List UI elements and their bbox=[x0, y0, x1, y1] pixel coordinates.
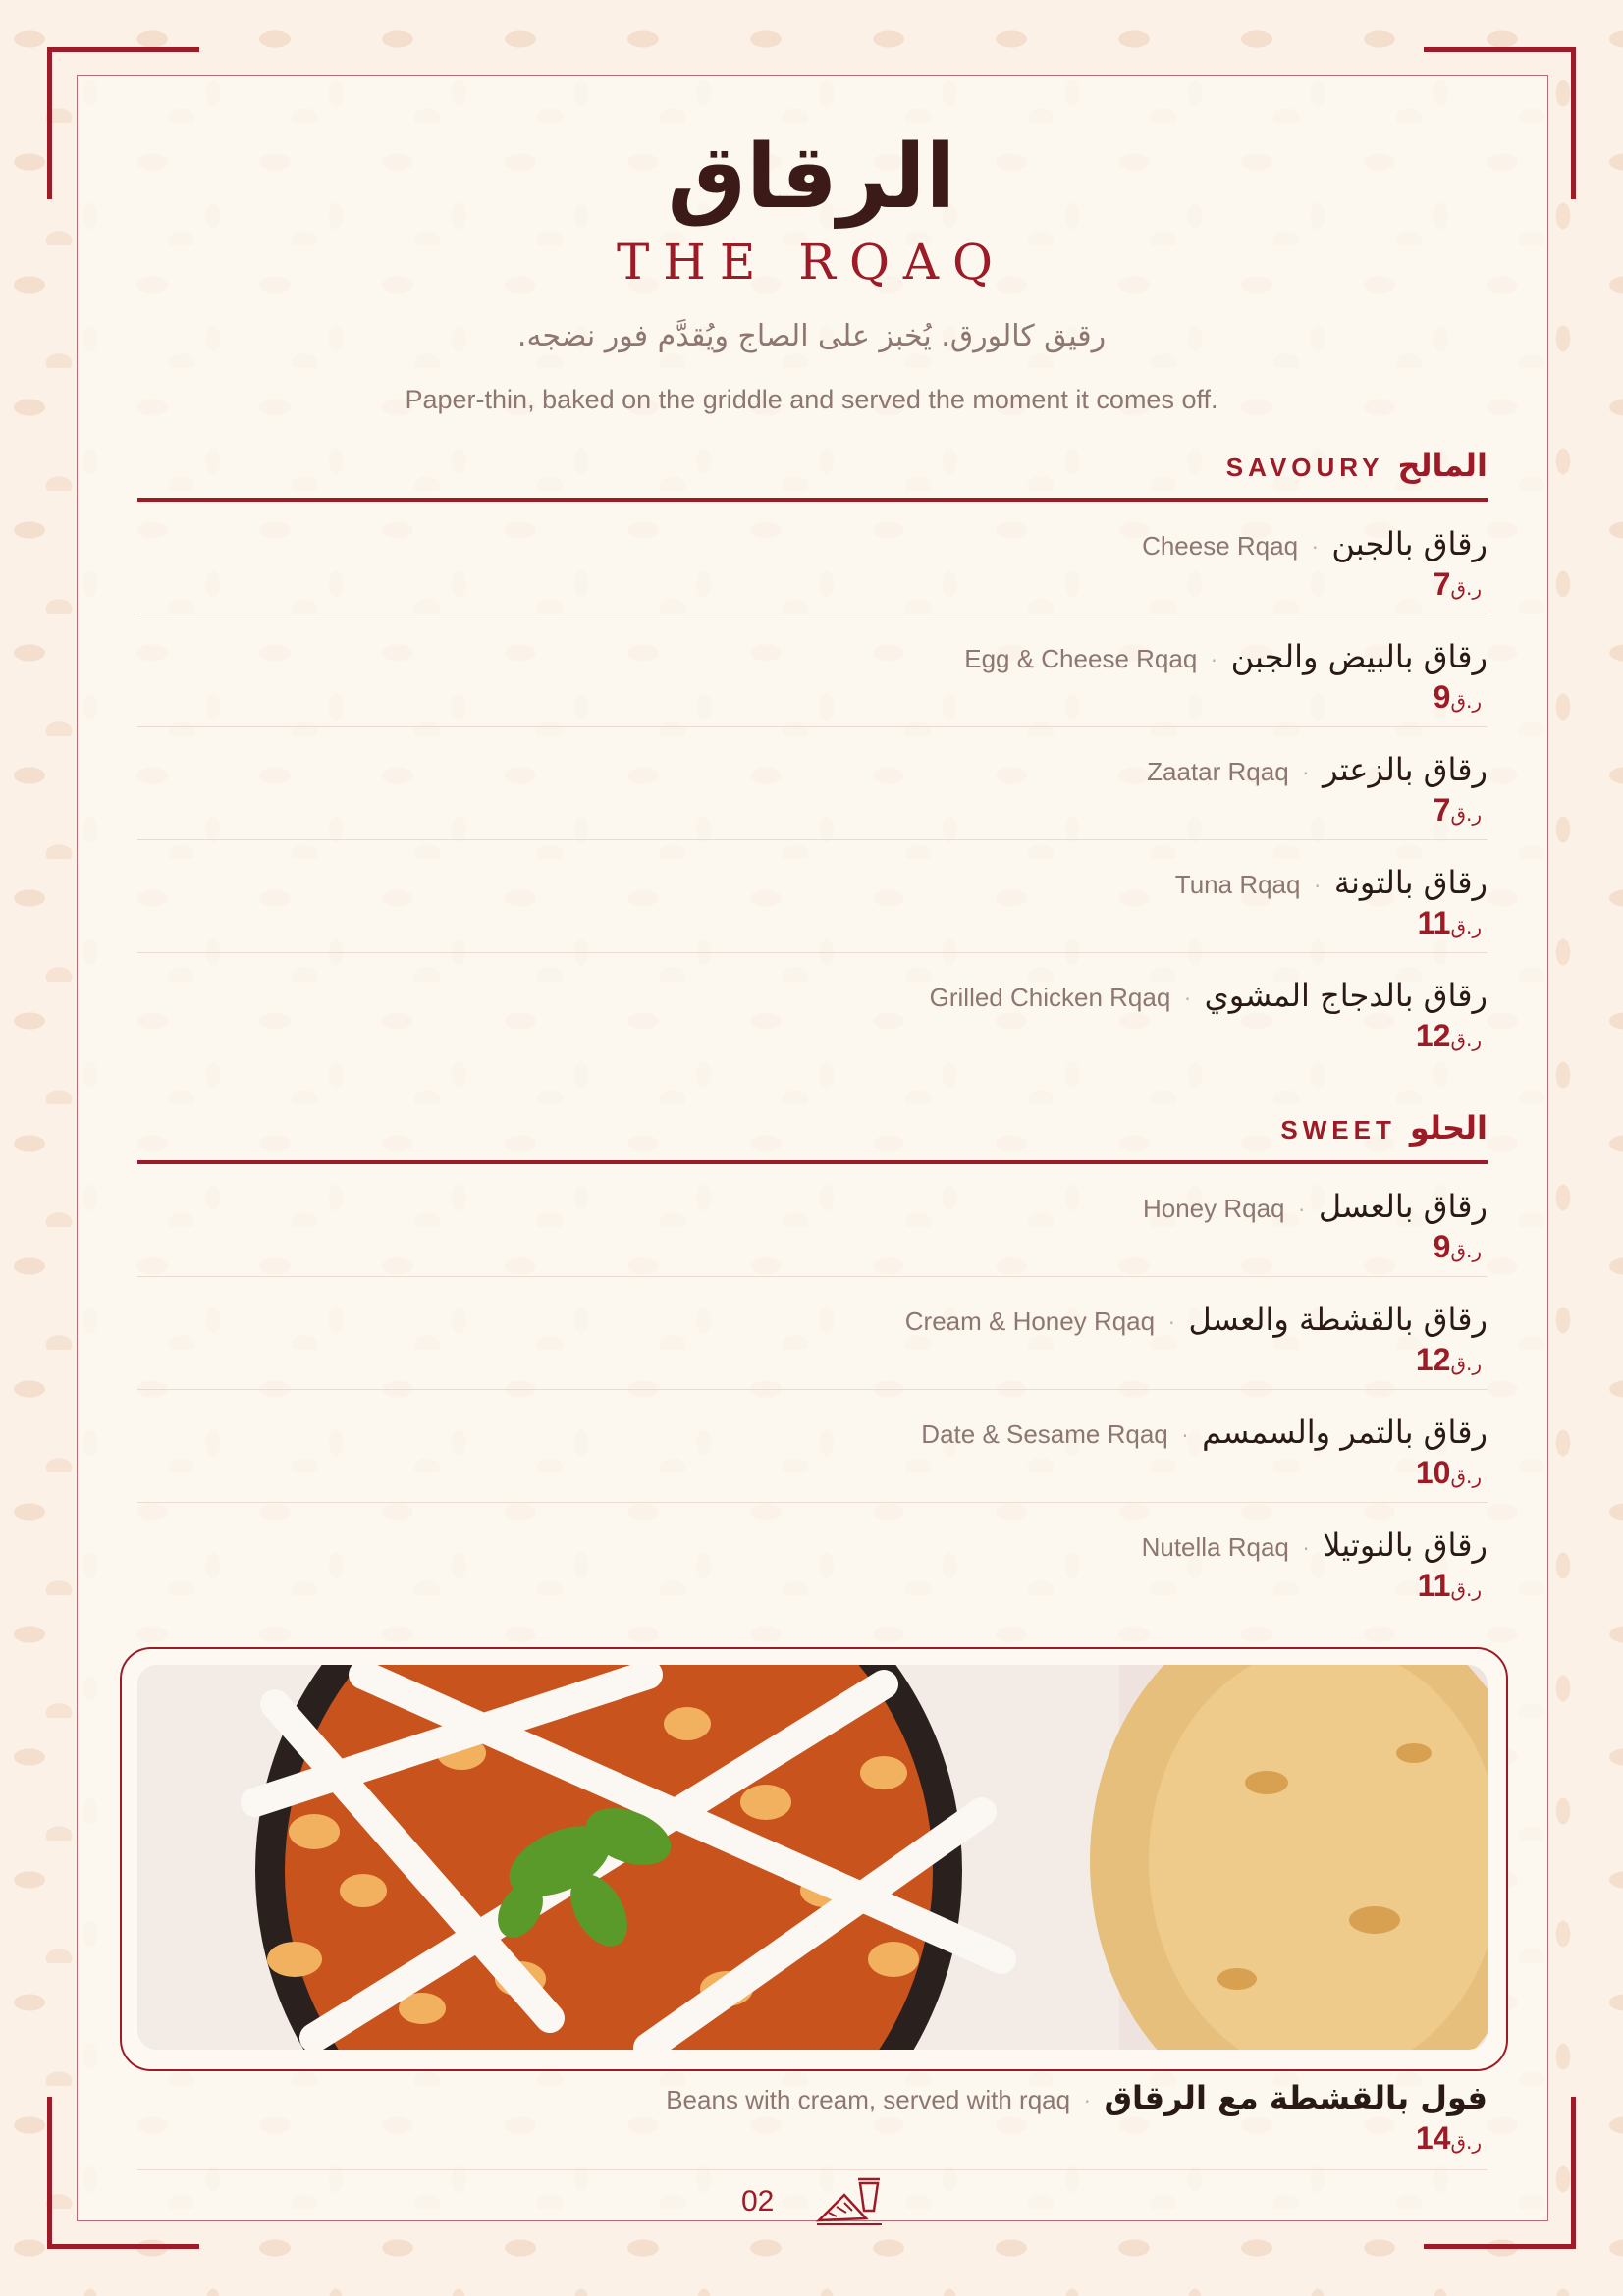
menu-item bbox=[137, 614, 1488, 727]
separator-dot: · bbox=[1298, 1199, 1305, 1222]
subtitle-arabic: رقيق كالورق. يُخبز على الصاج ويُقدَّم فور نضجه. bbox=[516, 319, 1107, 353]
separator-dot: · bbox=[1302, 1537, 1310, 1561]
separator-dot: · bbox=[1312, 536, 1319, 560]
currency-label: ر.ق bbox=[1450, 1028, 1482, 1051]
featured-menu-item bbox=[137, 2071, 1488, 2170]
item-name-english: Date & Sesame Rqaq bbox=[921, 1419, 1168, 1449]
item-name-arabic: فول بالقشطة مع الرقاق bbox=[1104, 2079, 1488, 2116]
item-name-english: Egg & Cheese Rqaq bbox=[964, 644, 1198, 673]
currency-label: ر.ق bbox=[1450, 1465, 1482, 1488]
item-price: 7 bbox=[1433, 566, 1451, 602]
menu-item bbox=[137, 727, 1488, 840]
item-price: 10 bbox=[1415, 1455, 1451, 1490]
beans-dish-illustration bbox=[137, 1665, 1488, 2050]
menu-item bbox=[137, 1164, 1488, 1277]
item-price: 9 bbox=[1433, 1229, 1451, 1264]
separator-dot: · bbox=[1314, 875, 1321, 898]
menu-item bbox=[137, 1390, 1488, 1503]
item-name-arabic: رقاق بالنوتيلا bbox=[1323, 1526, 1488, 1564]
item-name-arabic: رقاق بالبيض والجبن bbox=[1230, 638, 1488, 675]
menu-item bbox=[137, 840, 1488, 953]
currency-label: ر.ق bbox=[1450, 689, 1482, 713]
item-name-english: Grilled Chicken Rqaq bbox=[929, 983, 1171, 1012]
section-savoury bbox=[137, 447, 1488, 1065]
section-title-arabic: المالح bbox=[1397, 447, 1488, 484]
section-heading bbox=[137, 1109, 1488, 1164]
item-price: 11 bbox=[1417, 905, 1451, 940]
item-price: 12 bbox=[1415, 1342, 1451, 1377]
item-name-english: Tuna Rqaq bbox=[1174, 870, 1301, 899]
subtitle-english: Paper-thin, baked on the griddle and served the moment it comes off. bbox=[405, 385, 1218, 414]
page-number: 02 bbox=[741, 2185, 775, 2217]
rqaq-cup-icon bbox=[815, 2173, 884, 2232]
separator-dot: · bbox=[1211, 649, 1217, 672]
separator-dot: · bbox=[1302, 762, 1310, 785]
item-name-arabic: رقاق بالزعتر bbox=[1323, 751, 1488, 788]
separator-dot: · bbox=[1168, 1311, 1175, 1335]
menu-item bbox=[137, 953, 1488, 1065]
item-price: 9 bbox=[1433, 679, 1451, 715]
currency-label: ر.ق bbox=[1450, 1239, 1482, 1262]
item-price: 12 bbox=[1415, 1018, 1451, 1053]
currency-label: ر.ق bbox=[1450, 1352, 1482, 1375]
section-title-arabic: الحلو bbox=[1409, 1109, 1488, 1147]
item-name-english: Cheese Rqaq bbox=[1142, 531, 1299, 561]
page-title-english: THE RQAQ bbox=[616, 234, 1007, 291]
separator-dot: · bbox=[1084, 2090, 1091, 2113]
item-name-english: Beans with cream, served with rqaq bbox=[666, 2085, 1071, 2114]
section-sweet bbox=[137, 1109, 1488, 1615]
separator-dot: · bbox=[1184, 988, 1191, 1011]
item-price: 7 bbox=[1433, 792, 1451, 828]
item-name-arabic: رقاق بالدجاج المشوي bbox=[1204, 977, 1488, 1014]
item-price: 14 bbox=[1415, 2120, 1451, 2156]
page-title-arabic: الرقاق bbox=[667, 126, 956, 229]
food-photo bbox=[137, 1665, 1488, 2050]
currency-label: ر.ق bbox=[1450, 2130, 1482, 2154]
section-heading bbox=[137, 447, 1488, 502]
item-name-arabic: رقاق بالتمر والسمسم bbox=[1202, 1414, 1488, 1451]
menu-item bbox=[137, 1277, 1488, 1390]
item-name-arabic: رقاق بالقشطة والعسل bbox=[1188, 1301, 1488, 1338]
item-name-english: Nutella Rqaq bbox=[1141, 1532, 1289, 1562]
item-name-arabic: رقاق بالعسل bbox=[1318, 1188, 1488, 1225]
separator-dot: · bbox=[1181, 1424, 1189, 1448]
menu-item bbox=[137, 1503, 1488, 1615]
item-name-arabic: رقاق بالجبن bbox=[1331, 525, 1488, 562]
item-name-arabic: رقاق بالتونة bbox=[1333, 864, 1488, 901]
item-name-english: Honey Rqaq bbox=[1142, 1194, 1285, 1223]
section-title-english: SWEET bbox=[1280, 1115, 1396, 1145]
currency-label: ر.ق bbox=[1450, 802, 1482, 826]
currency-label: ر.ق bbox=[1450, 915, 1482, 938]
item-name-english: Zaatar Rqaq bbox=[1147, 757, 1289, 786]
menu-item bbox=[137, 502, 1488, 614]
section-title-english: SAVOURY bbox=[1225, 453, 1384, 482]
item-price: 11 bbox=[1417, 1568, 1451, 1603]
currency-label: ر.ق bbox=[1450, 576, 1482, 600]
currency-label: ر.ق bbox=[1450, 1577, 1482, 1601]
item-name-english: Cream & Honey Rqaq bbox=[904, 1307, 1156, 1336]
